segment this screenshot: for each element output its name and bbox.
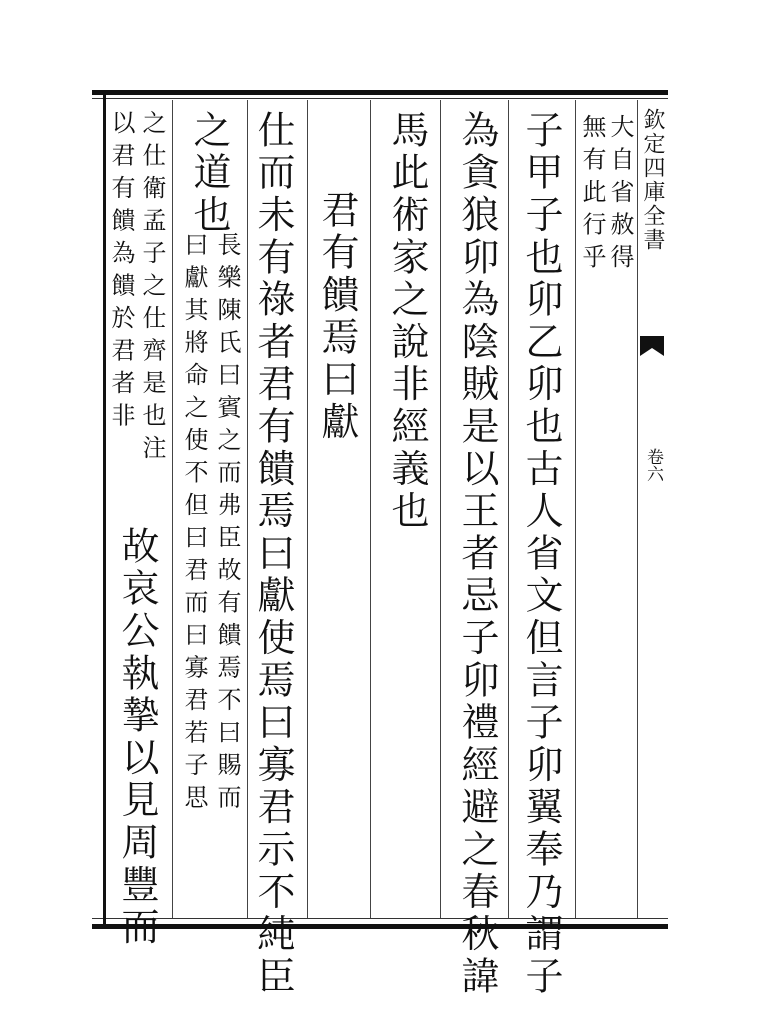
annotation-column: 之仕衛孟子之仕齊是也注 [138,110,166,468]
annotation-column: 大自省赦得 [606,114,634,277]
frame-top-border [92,90,668,95]
column-rule [575,100,576,918]
column-rule [440,100,441,918]
annotation-column: 長樂陳氏曰賓之而弗臣故有饋焉不曰賜而 [213,232,241,817]
frame-bottom-border [92,924,668,929]
volume-number: 卷六 [643,448,663,482]
text-column: 君有饋焉曰獻 [315,190,359,444]
frame-top-inner-line [92,98,668,99]
column-rule [307,100,308,918]
column-rule [172,100,173,918]
text-column: 仕而未有祿者君有饋焉曰獻使焉曰寡君示不純臣 [251,110,295,999]
column-rule [508,100,509,918]
annotation-column: 曰獻其將命之使不但曰君而曰寡君若子思 [180,232,208,817]
book-title: 欽定四庫全書 [640,108,665,252]
text-column: 子甲子也卯乙卯也古人省文但言子卯翼奉乃謂子 [519,110,563,999]
column-rule [247,100,248,918]
text-column: 故哀公執摯以見周豐而 [115,526,159,949]
annotation-column: 以君有饋為饋於君者非 [107,110,135,435]
text-column: 之道也 [187,110,231,237]
frame-left-border [103,95,106,925]
frame-bottom-inner-line [92,918,668,919]
annotation-column: 無有此行乎 [578,114,606,277]
text-column: 馬此術家之說非經義也 [385,110,429,533]
column-rule [370,100,371,918]
text-column: 為貪狼卯為陰賊是以王者忌子卯禮經避之春秋諱 [455,110,499,999]
